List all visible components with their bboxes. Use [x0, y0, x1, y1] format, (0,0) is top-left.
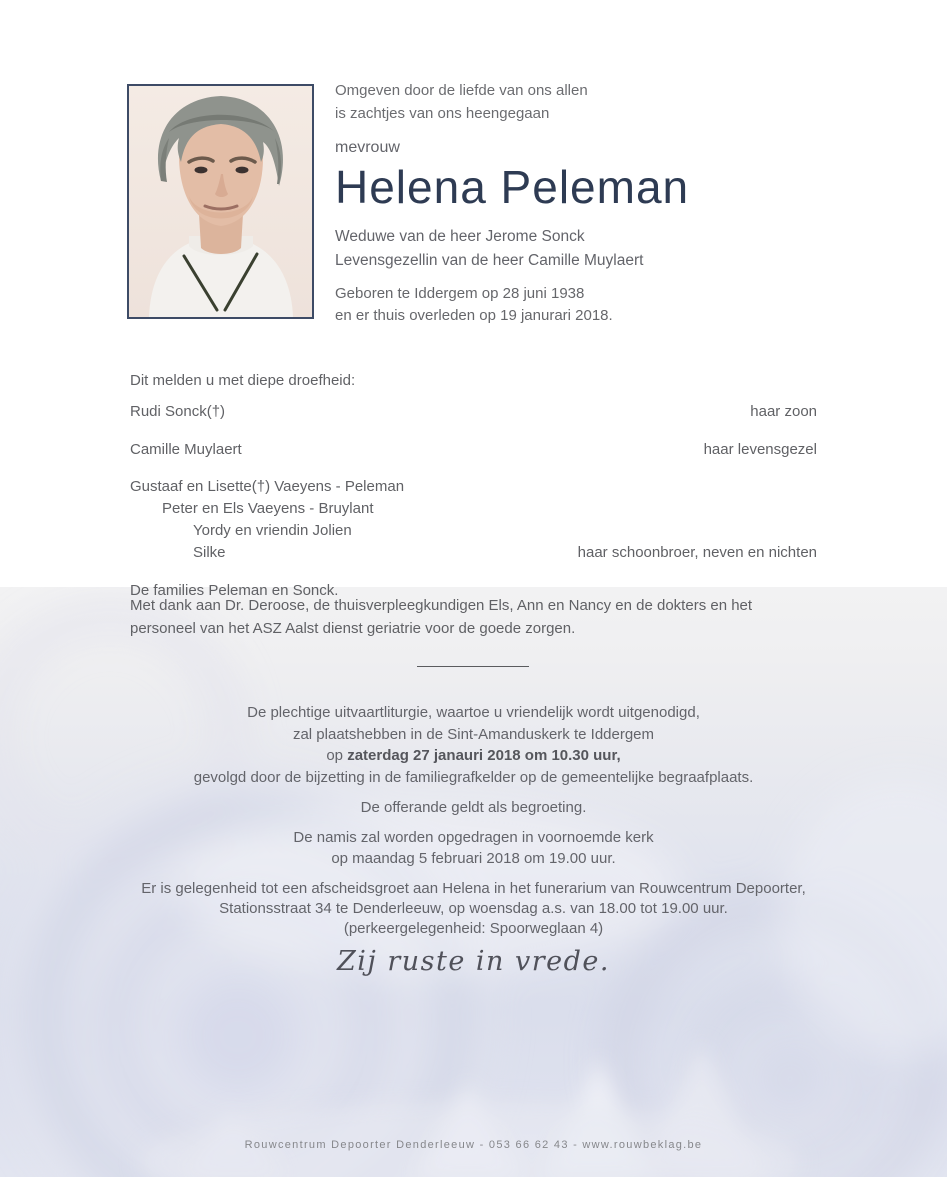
families-text: De families Peleman en Sonck.	[130, 582, 339, 599]
ceremony-details	[0, 702, 947, 939]
service-line-4: gevolgd door de bijzetting in de familiegrafkelder op de gemeentelijke begraafplaats.	[193, 768, 754, 786]
mass-line-2: op maandag 5 februari 2018 om 19.00 uur.	[331, 850, 616, 867]
relations	[335, 225, 835, 272]
visitation-line-1: Er is gelegenheid tot een afscheidsgroet aan Helena in het funerarium van Rouwcentrum Depoorter,	[141, 879, 806, 897]
announcement-intro: Dit melden u met diepe droefheid:	[130, 372, 356, 389]
relation-widow: Weduwe van de heer Jerome Sonck	[335, 228, 585, 245]
service-date-prefix: op	[326, 747, 348, 764]
intro-line-2: is zachtjes van ons heengegaan	[335, 104, 550, 122]
portrait-illustration	[129, 86, 312, 317]
family-member-name: Yordy en vriendin Jolien	[193, 522, 352, 539]
family-member-name: Rudi Sonck(†)	[130, 403, 226, 420]
visitation-line-2: Stationsstraat 34 te Denderleeuw, op woensdag a.s. van 18.00 tot 19.00 uur.	[219, 899, 728, 917]
footer-funeral-home: Rouwcentrum Depoorter Denderleeuw - 053 66 62 43 - www.rouwbeklag.be	[244, 1139, 703, 1151]
family-member-name: Silke	[193, 544, 226, 561]
family-row	[130, 542, 817, 564]
funeral-service	[0, 702, 947, 788]
family-row	[130, 401, 817, 423]
memorial-mass	[0, 827, 947, 870]
announcement-section	[130, 372, 817, 602]
mass-line-1: De namis zal worden opgedragen in voornoemde kerk	[293, 828, 654, 846]
closing-phrase: Zij ruste in vrede.	[336, 946, 610, 977]
family-member-name: Peter en Els Vaeyens - Bruylant	[162, 500, 374, 517]
family-row	[130, 498, 817, 520]
service-line-2: zal plaatshebben in de Sint-Amanduskerk te Iddergem	[292, 725, 655, 743]
deceased-name: Helena Peleman	[335, 161, 690, 213]
family-row	[130, 520, 817, 542]
visitation-line-3: (perkeergelegenheid: Spoorweglaan 4)	[343, 919, 604, 937]
born-line: Geboren te Iddergem op 28 juni 1938	[335, 285, 585, 302]
service-line-3	[0, 745, 947, 767]
family-member-relation: haar schoonbroer, neven en nichten	[577, 544, 817, 561]
intro-line-1: Omgeven door de liefde van ons allen	[335, 82, 588, 99]
offering-line: De offerande geldt als begroeting.	[360, 799, 587, 816]
family-member-relation: haar levensgezel	[703, 441, 817, 458]
section-divider	[417, 666, 529, 667]
family-row	[130, 476, 817, 498]
service-line-1: De plechtige uitvaartliturgie, waartoe u vriendelijk wordt uitgenodigd,	[247, 704, 700, 721]
died-line: en er thuis overleden op 19 janurari 2018.	[335, 307, 613, 324]
salutation: mevrouw	[335, 139, 400, 156]
born-died	[335, 283, 835, 327]
service-date-bold: zaterdag 27 janauri 2018 om 10.30 uur,	[347, 747, 621, 764]
portrait-photo	[127, 84, 314, 319]
thanks-paragraph: Met dank aan Dr. Deroose, de thuisverpleegkundigen Els, Ann en Nancy en de dokters en het personeel van het ASZ Aalst dienst geriatrie voor de goede zorgen.	[130, 597, 753, 637]
family-member-name: Gustaaf en Lisette(†) Vaeyens - Peleman	[130, 478, 405, 495]
header-text	[335, 80, 835, 327]
family-row	[130, 439, 817, 461]
family-member-name: Camille Muylaert	[130, 441, 242, 458]
relation-partner: Levensgezellin van de heer Camille Muylaert	[335, 251, 644, 269]
visitation-info	[0, 879, 947, 939]
family-member-relation: haar zoon	[750, 403, 817, 420]
